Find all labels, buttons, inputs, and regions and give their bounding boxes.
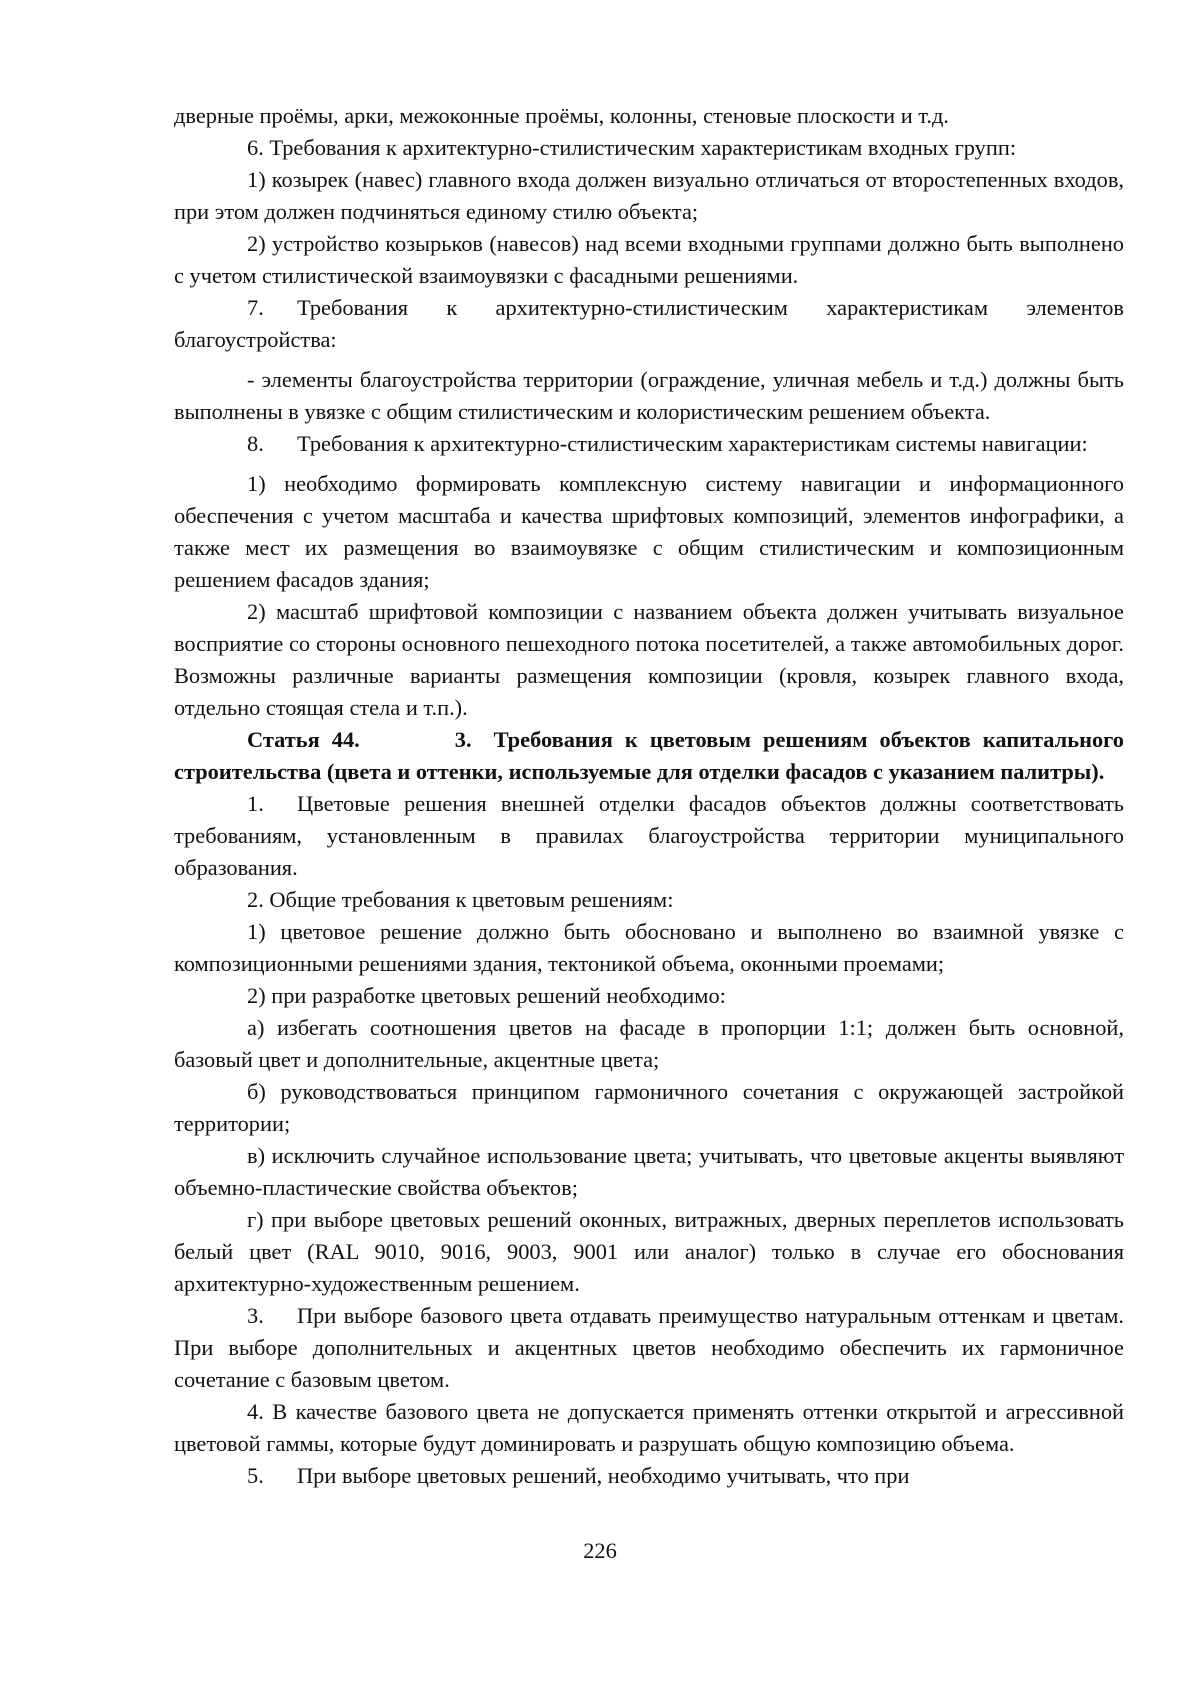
paragraph: 2) масштаб шрифтовой композиции с названием объекта должен учитывать визуальное восприятие со стороны основного пешеходного потока посетителей, а также автомобильных дорог. Возможны различные варианты размещения композиции (кровля, козырек главного входа, отдельно стоящая стела и т.п.). bbox=[174, 599, 1124, 720]
paragraph: 2) устройство козырьков (навесов) над всеми входными группами должно быть выполнено с учетом стилистической взаимоувязки с фасадными решениями. bbox=[174, 231, 1124, 288]
paragraph-text: Требования к архитектурно-стилистическим характеристикам элементов благоустройства: bbox=[174, 295, 1124, 352]
article-label: Статья 44. bbox=[247, 727, 360, 752]
paragraph: в) исключить случайное использование цвета; учитывать, что цветовые акценты выявляют объемно-пластические свойства объектов; bbox=[174, 1143, 1124, 1200]
paragraph: 4. В качестве базового цвета не допускается применять оттенки открытой и агрессивной цветовой гаммы, которые будут доминировать и разрушать общую композицию объема. bbox=[174, 1399, 1124, 1456]
page-number: 226 bbox=[583, 1538, 617, 1563]
paragraph-number: 5. bbox=[247, 1463, 264, 1488]
numbered-paragraph bbox=[174, 1300, 1124, 1396]
article-heading bbox=[174, 724, 1124, 788]
paragraph: 2) при разработке цветовых решений необходимо: bbox=[247, 983, 726, 1008]
paragraph: 1) козырек (навес) главного входа должен визуально отличаться от второстепенных входов, при этом должен подчиняться единому стилю объекта; bbox=[174, 167, 1124, 224]
paragraph: дверные проёмы, арки, межоконные проёмы, колонны, стеновые плоскости и т.д. bbox=[174, 103, 949, 128]
paragraph: г) при выборе цветовых решений оконных, витражных, дверных переплетов использовать белый цвет (RAL 9010, 9016, 9003, 9001 или аналог) только в случае его обоснования архитектурно-художественным решением. bbox=[174, 1207, 1124, 1296]
document-page bbox=[174, 100, 1124, 1492]
paragraph: 1) необходимо формировать комплексную систему навигации и информационного обеспечения с учетом масштаба и качества шрифтовых композиций, элементов инфографики, а также мест их размещения во взаимоувязке с общим стилистическим и композиционным решением фасадов здания; bbox=[174, 471, 1124, 592]
paragraph: 1) цветовое решение должно быть обосновано и выполнено во взаимной увязке с композиционными решениями здания, тектоникой объема, оконными проемами; bbox=[174, 919, 1124, 976]
article-number: 3. bbox=[454, 727, 472, 752]
paragraph-text: Требования к архитектурно-стилистическим характеристикам системы навигации: bbox=[297, 431, 1088, 456]
paragraph: 6. Требования к архитектурно-стилистическим характеристикам входных групп: bbox=[247, 135, 1017, 160]
numbered-paragraph bbox=[174, 428, 1124, 460]
paragraph-text: При выборе цветовых решений, необходимо учитывать, что при bbox=[297, 1463, 910, 1488]
numbered-paragraph bbox=[174, 292, 1124, 356]
article-title: Требования к цветовым решениям объектов капитального строительства (цвета и оттенки, используемые для отделки фасадов с указанием палитры). bbox=[174, 727, 1124, 784]
paragraph-number: 1. bbox=[247, 791, 264, 816]
paragraph: - элементы благоустройства территории (ограждение, уличная мебель и т.д.) должны быть выполнены в увязке с общим стилистическим и колористическим решением объекта. bbox=[174, 367, 1124, 424]
paragraph-text: Цветовые решения внешней отделки фасадов объектов должны соответствовать требованиям, установленным в правилах благоустройства территории муниципального образования. bbox=[174, 791, 1124, 880]
paragraph-number: 7. bbox=[247, 295, 264, 320]
paragraph: а) избегать соотношения цветов на фасаде в пропорции 1:1; должен быть основной, базовый цвет и дополнительные, акцентные цвета; bbox=[174, 1015, 1124, 1072]
numbered-paragraph bbox=[174, 788, 1124, 884]
paragraph-number: 8. bbox=[247, 431, 264, 456]
paragraph: 2. Общие требования к цветовым решениям: bbox=[247, 887, 674, 912]
numbered-paragraph bbox=[174, 1460, 1124, 1492]
paragraph-text: При выборе базового цвета отдавать преимущество натуральным оттенкам и цветам. При выборе дополнительных и акцентных цветов необходимо обеспечить их гармоничное сочетание с базовым цветом. bbox=[174, 1303, 1124, 1392]
paragraph-number: 3. bbox=[247, 1303, 264, 1328]
paragraph: б) руководствоваться принципом гармоничного сочетания с окружающей застройкой территории; bbox=[174, 1079, 1124, 1136]
